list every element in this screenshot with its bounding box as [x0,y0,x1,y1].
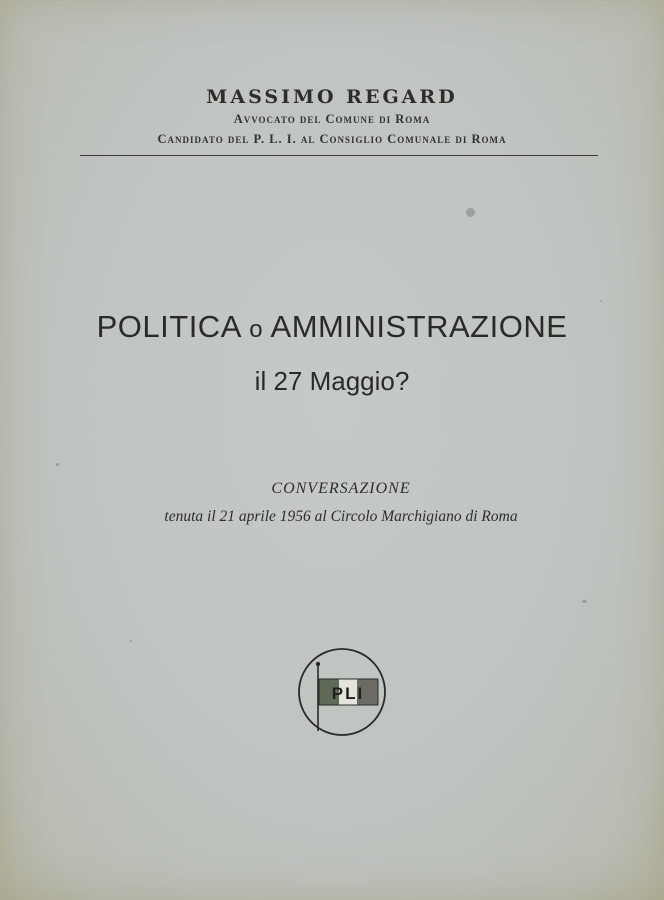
paper-speck [130,640,132,642]
paper-speck [600,300,602,302]
pli-emblem-icon [297,647,387,737]
paper-speck [466,208,475,217]
paper-speck [582,600,587,603]
header-divider [80,155,598,156]
page-title-line-2: il 27 Maggio? [254,366,410,396]
author-role: Avvocato del Comune di Roma [233,112,431,126]
author-name: MASSIMO REGARD [206,86,458,108]
title-part-1: POLITICA [96,309,241,344]
title-connector: o [249,316,264,343]
subtitle-detail: tenuta il 21 aprile 1956 al Circolo Marchigiano di Roma [164,508,518,525]
flag-text: PLI [331,684,365,703]
subtitle-heading: CONVERSAZIONE [271,480,411,497]
author-candidacy: Candidato del P. L. I. al Consiglio Comunale di Roma [157,132,507,146]
title-part-2: AMMINISTRAZIONE [270,309,568,344]
paper-speck [56,463,59,466]
page-title [0,309,664,345]
